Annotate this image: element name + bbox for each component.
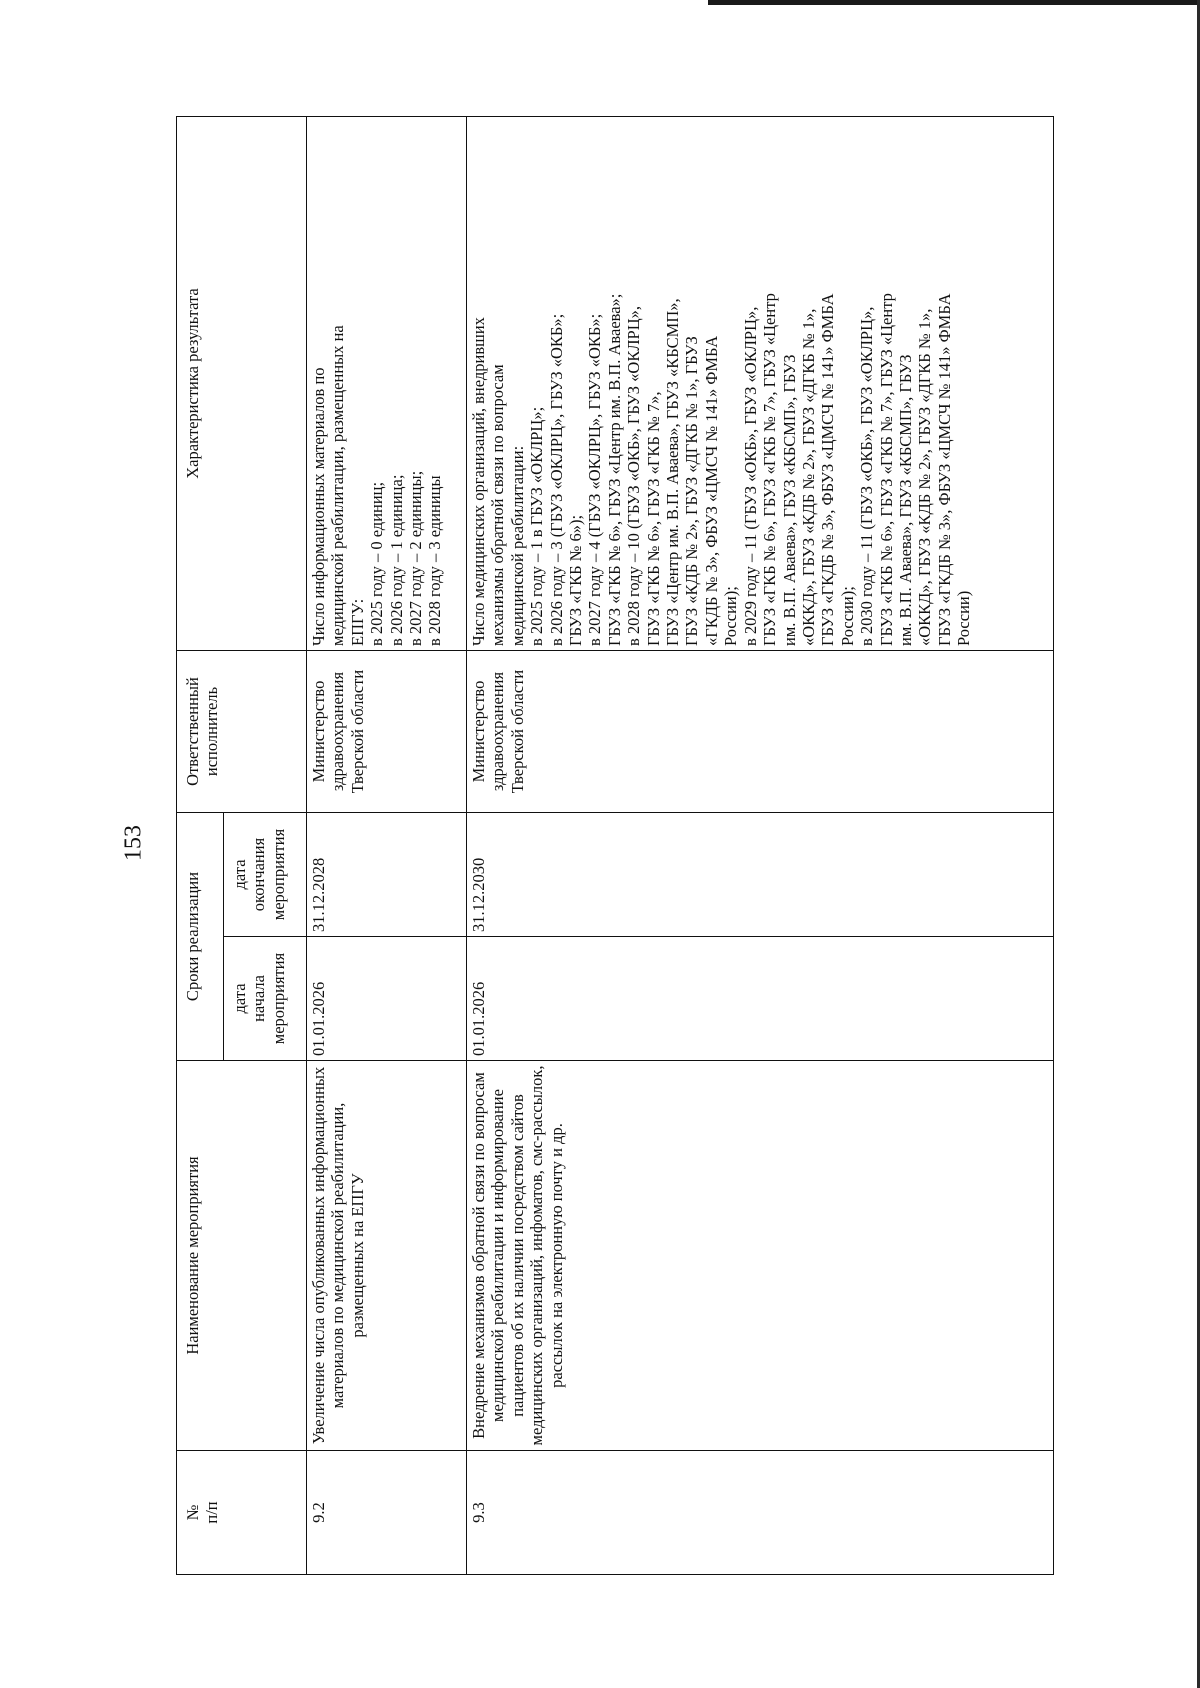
result-line: в 2026 году – 3 (ГБУЗ «ОКЛРЦ», ГБУЗ «ОКБ»; <box>546 313 566 646</box>
result-line: в 2028 году – 10 (ГБУЗ «ОКБ», ГБУЗ «ОКЛРЦ», <box>624 306 644 646</box>
result-line: ГБУЗ «ГКБ № 6», ГБУЗ «Центр им. В.П. Аваева»; <box>604 293 624 646</box>
result-line: ГБУЗ «ГКБ № 6», ГБУЗ «ГКБ № 7», <box>643 391 663 646</box>
row-measure-name: Внедрение механизмов обратной связи по вопросам медицинской реабилитации и информирование пациентов об их наличии посредством сайтов медицинских организаций, инфоматов, смс-рассылок, рассылок на электронную почту и др. <box>467 1061 1054 1451</box>
page-number: 153 <box>120 825 147 861</box>
result-line: медицинской реабилитации, размещенных на <box>328 325 348 646</box>
result-line: ГБУЗ «ГКБ № 6», ГБУЗ «ГКБ № 7», ГБУЗ «Центр <box>876 293 896 646</box>
result-line: в 2027 году – 2 единицы; <box>406 470 426 646</box>
table-row <box>467 117 1054 1575</box>
row-responsible: Министерство здравоохранения Тверской области <box>467 651 1054 813</box>
result-line: им. В.П. Аваева», ГБУЗ «КБСМП», ГБУЗ <box>779 354 799 646</box>
header-name: Наименование мероприятия <box>177 1061 307 1451</box>
result-line: в 2026 году – 1 единица; <box>386 474 406 646</box>
row-num: 9.2 <box>307 1451 467 1575</box>
result-line: ГБУЗ «Центр им. В.П. Аваева», ГБУЗ «КБСМП», <box>663 298 683 646</box>
row-end-date: 31.12.2030 <box>467 813 1054 937</box>
result-line: в 2027 году – 4 (ГБУЗ «ОКЛРЦ», ГБУЗ «ОКБ»; <box>585 313 605 646</box>
result-line: в 2030 году – 11 (ГБУЗ «ОКБ», ГБУЗ «ОКЛРЦ», <box>857 306 877 646</box>
result-line: ГБУЗ «ГКБ № 6»); <box>566 514 586 646</box>
header-result: Характеристика результата <box>177 117 307 651</box>
rotated-table-container <box>176 117 1054 1575</box>
row-start-date: 01.01.2026 <box>467 937 1054 1061</box>
row-end-date: 31.12.2028 <box>307 813 467 937</box>
result-line: ГБУЗ «ГКДБ № 3», ФБУЗ «ЦМСЧ № 141» ФМБА <box>818 293 838 646</box>
row-result <box>307 117 467 651</box>
header-responsible: Ответственный исполнитель <box>177 651 307 813</box>
result-line: в 2025 году – 1 в ГБУЗ «ОКЛРЦ»; <box>527 406 547 646</box>
result-line: им. В.П. Аваева», ГБУЗ «КБСМП», ГБУЗ <box>895 354 915 646</box>
result-line: ГБУЗ «ГКДБ № 3», ФБУЗ «ЦМСЧ № 141» ФМБА <box>934 293 954 646</box>
row-start-date: 01.01.2026 <box>307 937 467 1061</box>
row-num: 9.3 <box>467 1451 1054 1575</box>
result-line: механизмы обратной связи по вопросам <box>488 364 508 646</box>
result-line: Число медицинских организаций, внедривших <box>469 317 488 646</box>
result-line: «ОККД», ГБУЗ «КДБ № 2», ГБУЗ «ДГКБ № 1», <box>915 308 935 646</box>
row-result <box>467 117 1054 651</box>
result-line: в 2029 году – 11 (ГБУЗ «ОКБ», ГБУЗ «ОКЛРЦ», <box>740 306 760 646</box>
result-line: в 2025 году – 0 единиц; <box>367 481 387 646</box>
result-line: в 2028 году – 3 единицы <box>425 475 445 646</box>
result-line: Число информационных материалов по <box>309 367 328 646</box>
row-responsible: Министерство здравоохранения Тверской области <box>307 651 467 813</box>
result-line: России) <box>954 590 974 646</box>
result-line: ЕПГУ: <box>347 598 367 646</box>
header-start-date: дата начала мероприятия <box>224 937 307 1061</box>
result-line: медицинской реабилитации: <box>507 445 527 646</box>
scan-edge-top <box>708 0 1200 5</box>
result-line: «ОККД», ГБУЗ «КДБ № 2», ГБУЗ «ДГКБ № 1», <box>798 308 818 646</box>
result-line: ГБУЗ «ГКБ № 6», ГБУЗ «ГКБ № 7», ГБУЗ «Центр <box>760 293 780 646</box>
result-line: России); <box>837 586 857 646</box>
table-row <box>307 117 467 1575</box>
header-end-date: дата окончания мероприятия <box>224 813 307 937</box>
header-period: Сроки реализации <box>177 813 224 1061</box>
header-num: № п/п <box>177 1451 307 1575</box>
result-line: России); <box>721 586 741 646</box>
measures-table <box>176 116 1054 1575</box>
row-measure-name: Увеличение числа опубликованных информационных материалов по медицинской реабилитации, размещенных на ЕПГУ <box>307 1061 467 1451</box>
result-line: ГБУЗ «КДБ № 2», ГБУЗ «ДГКБ № 1», ГБУЗ <box>682 336 702 646</box>
result-line: «ГКДБ № 3», ФБУЗ «ЦМСЧ № 141» ФМБА <box>701 335 721 646</box>
